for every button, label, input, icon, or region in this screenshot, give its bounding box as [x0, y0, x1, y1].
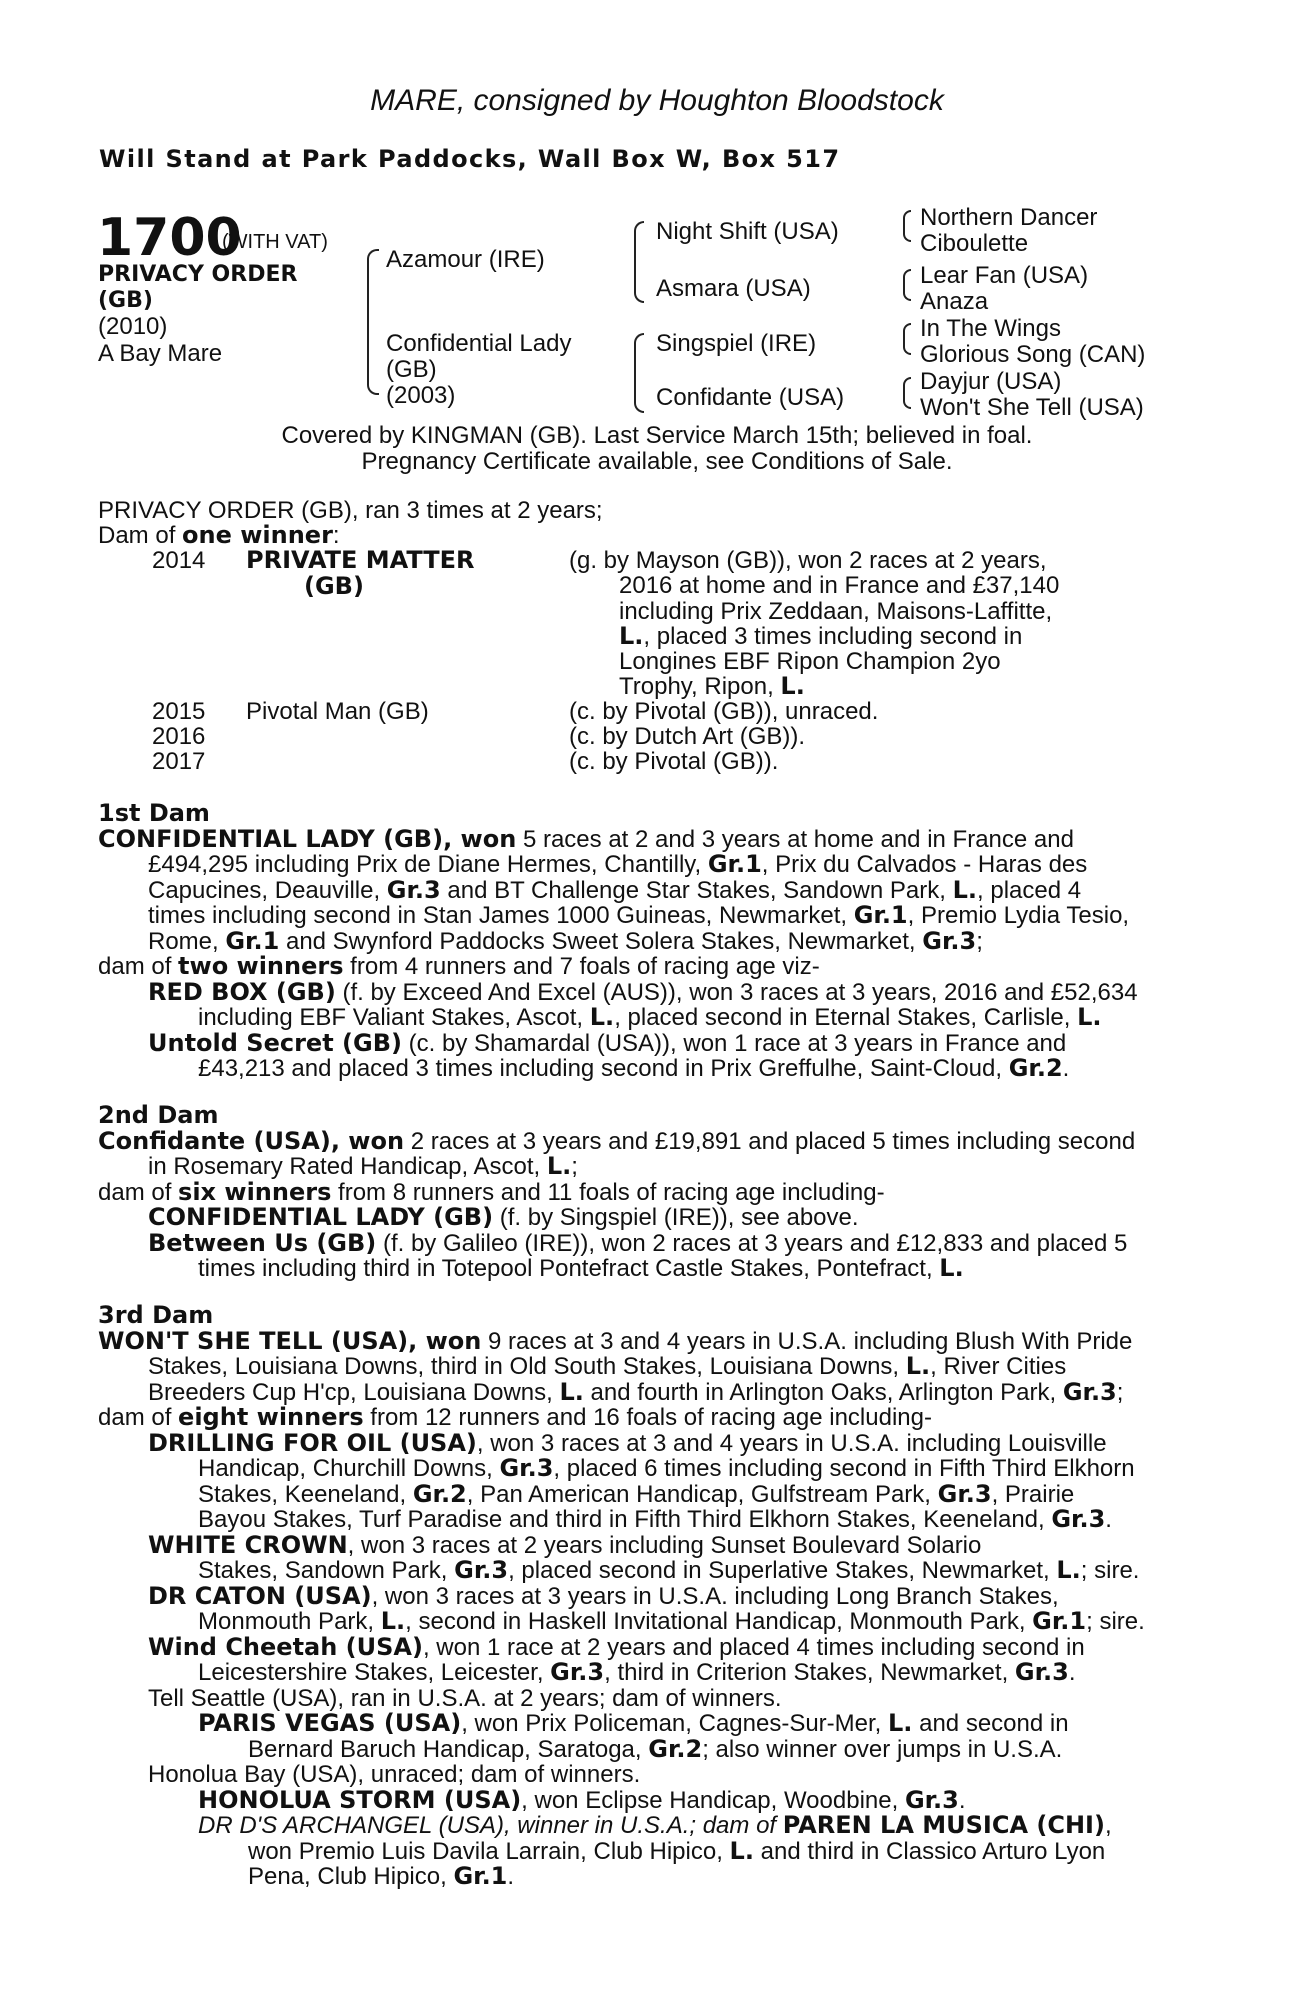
dam-line: Honolua Bay (USA), unraced; dam of winners.: [148, 1761, 641, 1788]
pedigree-ancestor-7: Dayjur (USA): [920, 368, 1062, 395]
third-dam-section: [98, 1303, 1192, 1890]
section-heading: 2nd Dam: [98, 1101, 219, 1129]
dam-text: , placed 6 times including second in Fifth Third Elkhorn: [553, 1455, 1135, 1482]
second-dam-section: [98, 1103, 1192, 1282]
dam-line: [98, 1056, 1192, 1082]
dam-text: , Prix du Calvados - Haras des: [761, 851, 1088, 878]
race-record: PRIVACY ORDER (GB), ran 3 times at 2 years;: [98, 497, 603, 524]
dam-line: Tell Seattle (USA), ran in U.S.A. at 2 years; dam of winners.: [148, 1684, 782, 1712]
dam-text: times including second in Stan James 1000 Guineas, Newmarket,: [148, 902, 854, 929]
race-grade: Gr.1: [707, 850, 762, 878]
stand-location: Will Stand at Park Paddocks, Wall Box W, Box 517: [99, 145, 841, 173]
lot-description: A Bay Mare: [98, 340, 223, 367]
dam-text: ,: [1104, 1812, 1112, 1839]
page-title: MARE, consigned by Houghton Bloodstock: [370, 84, 944, 117]
race-grade: Gr.1: [1032, 1607, 1087, 1635]
dam-text: £494,295 including Prix de Diane Hermes, Chantilly,: [148, 851, 708, 878]
dam-of-summary: [98, 523, 340, 549]
horse-name: DR CATON (USA): [148, 1581, 372, 1610]
horse-name: CONFIDENTIAL LADY (GB): [98, 824, 444, 853]
pedigree-ancestor-4: Anaza: [920, 288, 989, 315]
race-grade: Gr.2: [1008, 1054, 1063, 1082]
race-grade: Gr.3: [386, 875, 441, 904]
dam-line: [98, 824, 1192, 853]
pedigree-brace-dam: [634, 333, 644, 413]
dam-line: [98, 1660, 1192, 1686]
race-grade: Gr.1: [453, 1862, 508, 1890]
pedigree-ancestor-3: Lear Fan (USA): [920, 262, 1089, 289]
dam-line: [98, 1205, 1192, 1231]
dam-text: .: [1068, 1659, 1076, 1686]
dam-line: [98, 1428, 1192, 1457]
dam-line: [98, 1558, 1192, 1584]
dam-line: [98, 1864, 1192, 1890]
dam-line: [98, 1734, 1192, 1763]
dam-text: dam of: [98, 1178, 179, 1206]
horse-name: RED BOX (GB): [148, 977, 336, 1006]
horse-name: Wind Cheetah (USA): [148, 1632, 423, 1661]
race-grade: Gr.2: [412, 1479, 467, 1508]
dam-text: from 12 runners and 16 foals of racing age including-: [363, 1404, 932, 1431]
dam-text: times including third in Totepool Pontefract Castle Stakes, Pontefract,: [198, 1255, 940, 1282]
dam-line: [98, 1228, 1192, 1257]
horse-name: WON'T SHE TELL (USA): [98, 1326, 409, 1355]
race-grade: Gr.1: [853, 901, 908, 929]
dam-text: .: [958, 1786, 966, 1814]
horse-name: PARIS VEGAS (USA): [198, 1709, 462, 1737]
pedigree-ancestor-8: Won't She Tell (USA): [920, 394, 1144, 421]
race-grade: L.: [546, 1152, 572, 1180]
race-grade: L.: [780, 672, 805, 700]
dam-text: , placed second in Superlative Stakes, Newmarket,: [508, 1557, 1057, 1584]
race-grade: L.: [905, 1352, 931, 1380]
progeny-desc-line: including Prix Zeddaan, Maisons-Laffitte,: [619, 598, 1053, 625]
dam-text: , won 3 races at 3 and 4 years in U.S.A. including Louisville: [476, 1429, 1107, 1457]
pedigree-ancestor-1: Northern Dancer: [920, 204, 1098, 231]
race-grade: Gr.3: [1062, 1377, 1117, 1406]
dam-line: [98, 852, 1192, 878]
dam-text: , won Eclipse Handicap, Woodbine,: [521, 1786, 905, 1814]
dam-text: , second in Haskell Invitational Handicap, Monmouth Park,: [405, 1608, 1033, 1635]
progeny-desc-line: (g. by Mayson (GB)), won 2 races at 2 years,: [569, 547, 1047, 574]
race-grade: L.: [1056, 1556, 1081, 1584]
dam-text: 2 races at 3 years and £19,891 and placed 5 times including second: [404, 1127, 1136, 1155]
pedigree-sire: Azamour (IRE): [386, 246, 545, 273]
dam-text: including EBF Valiant Stakes, Ascot,: [198, 1004, 590, 1031]
lot-name-suffix: (GB): [98, 288, 153, 313]
dam-text: and second in: [912, 1710, 1069, 1737]
dam-line: [98, 954, 1192, 980]
dam-text: , placed 4: [977, 876, 1082, 904]
progeny-desc-text: Trophy, Ripon,: [619, 673, 781, 700]
dam-line: [98, 1005, 1192, 1031]
dam-text: , won Prix Policeman, Cagnes-Sur-Mer,: [461, 1710, 889, 1737]
pedigree-brace-4: [903, 377, 911, 409]
dam-line: [98, 1456, 1192, 1482]
dam-line: [98, 1785, 1192, 1814]
race-grade: Gr.1: [225, 926, 280, 955]
race-grade: Gr.3: [922, 926, 977, 955]
pedigree-dam-origin: (GB): [386, 356, 437, 383]
race-grade: L.: [888, 1709, 913, 1737]
dam-text: , won 3 races at 2 years including Sunset Boulevard Solario: [347, 1531, 982, 1559]
pedigree-granddam-1: Asmara (USA): [656, 275, 811, 302]
progeny-year: 2014: [152, 547, 206, 574]
dam-text: and BT Challenge Star Stakes, Sandown Park,: [440, 876, 953, 904]
dam-line: [98, 1354, 1192, 1380]
horse-name: Untold Secret (GB): [148, 1028, 402, 1057]
dam-line: [98, 1507, 1192, 1533]
dam-line: [98, 903, 1192, 929]
race-grade: L.: [939, 1254, 964, 1282]
dam-text: Leicestershire Stakes, Leicester,: [198, 1659, 551, 1686]
dam-text: £43,213 and placed 3 times including second in Prix Greffulhe, Saint-Cloud,: [198, 1055, 1009, 1082]
section-heading: 1st Dam: [98, 799, 210, 827]
covering-info: Covered by KINGMAN (GB). Last Service March 15th; believed in foal.: [281, 422, 1033, 449]
dam-text: and Swynford Paddocks Sweet Solera Stakes, Newmarket,: [279, 927, 923, 955]
won-label: , won: [330, 1126, 405, 1155]
race-grade: L.: [589, 1003, 615, 1031]
progeny-desc-text: , placed 3 times including second in: [643, 623, 1023, 650]
progeny-year: 2017: [152, 748, 206, 775]
dam-text: ;: [1116, 1378, 1124, 1406]
dam-line: [98, 1581, 1192, 1610]
lot-vat: (WITH VAT): [222, 231, 328, 253]
pedigree-brace-2: [903, 269, 911, 301]
horse-name: PAREN LA MUSICA (CHI): [782, 1811, 1105, 1839]
dam-line: [98, 1479, 1192, 1508]
dam-text: from 8 runners and 11 foals of racing age including-: [331, 1178, 885, 1206]
race-grade: L.: [1077, 1003, 1102, 1031]
dam-line: [98, 977, 1192, 1006]
progeny-desc-line: Longines EBF Ripon Champion 2yo: [619, 648, 1001, 675]
dam-text: ; sire.: [1080, 1557, 1140, 1584]
dam-text: ; also winner over jumps in U.S.A.: [702, 1735, 1063, 1763]
horse-name: WHITE CROWN: [148, 1530, 348, 1559]
race-grade: Gr.3: [499, 1454, 554, 1482]
dam-of-suffix: :: [332, 522, 340, 549]
dam-of-count: one winner: [182, 521, 333, 549]
race-grade: L.: [952, 875, 978, 904]
progeny-name: Pivotal Man (GB): [246, 698, 429, 725]
dam-text: , won 3 races at 3 years in U.S.A. including Long Branch Stakes,: [371, 1582, 1059, 1610]
dam-text: , third in Criterion Stakes, Newmarket,: [604, 1659, 1015, 1686]
dam-line: [98, 1609, 1192, 1635]
dam-text: , River Cities: [930, 1353, 1067, 1380]
winners-count: six winners: [178, 1177, 332, 1206]
dam-text: dam of: [98, 1404, 179, 1431]
horse-name: DRILLING FOR OIL (USA): [148, 1428, 477, 1457]
dam-line: [98, 1126, 1192, 1155]
race-grade: Gr.3: [904, 1785, 959, 1814]
dam-text: Monmouth Park,: [198, 1608, 381, 1635]
progeny-desc-line: (c. by Pivotal (GB)).: [569, 748, 779, 775]
dam-text: .: [1105, 1506, 1112, 1533]
progeny-year: 2016: [152, 723, 206, 750]
dam-text: , winner in U.S.A.; dam of: [503, 1812, 783, 1839]
dam-line: [98, 1813, 1192, 1839]
horse-name: HONOLUA STORM (USA): [198, 1785, 522, 1814]
dam-text: in Rosemary Rated Handicap, Ascot,: [148, 1153, 547, 1180]
dam-text: Stakes, Louisiana Downs, third in Old South Stakes, Louisiana Downs,: [148, 1353, 906, 1380]
dam-text: Stakes, Keeneland,: [198, 1480, 413, 1508]
dam-text: won Premio Luis Davila Larrain, Club Hipico,: [248, 1837, 730, 1865]
dam-line: [98, 926, 1192, 955]
lot-year: (2010): [98, 313, 168, 340]
dam-line: [98, 1530, 1192, 1559]
dam-text: (f. by Singspiel (IRE)), see above.: [493, 1204, 859, 1231]
section-heading: 3rd Dam: [98, 1301, 214, 1329]
won-label: , won: [443, 824, 517, 853]
dam-text: (f. by Galileo (IRE)), won 2 races at 3 years and £12,833 and placed 5: [376, 1229, 1128, 1257]
pedigree-brace-1: [903, 210, 911, 242]
horse-name: DR D'S ARCHANGEL (USA): [198, 1812, 504, 1839]
dam-text: dam of: [98, 953, 179, 980]
dam-text: .: [507, 1863, 515, 1890]
dam-text: ;: [571, 1153, 578, 1180]
dam-text: (c. by Shamardal (USA)), won 1 race at 3 years in France and: [401, 1029, 1067, 1057]
dam-text: Breeders Cup H'cp, Louisiana Downs,: [148, 1378, 560, 1406]
progeny-desc-line: 2016 at home and in France and £37,140: [619, 572, 1060, 599]
pedigree-grandsire-2: Singspiel (IRE): [656, 330, 817, 357]
progeny-desc-line: [619, 674, 805, 700]
dam-text: , Pan American Handicap, Gulfstream Park,: [466, 1480, 938, 1508]
dam-line: [98, 1154, 1192, 1180]
dam-text: , Premio Lydia Tesio,: [907, 902, 1130, 929]
dam-text: , won 1 race at 2 years and placed 4 times including second in: [422, 1633, 1085, 1661]
dam-line: [98, 1177, 1192, 1206]
dam-line: [98, 1632, 1192, 1661]
dam-text: Bayou Stakes, Turf Paradise and third in Fifth Third Elkhorn Stakes, Keeneland,: [198, 1506, 1052, 1533]
race-grade: Gr.3: [937, 1479, 992, 1508]
winners-count: eight winners: [178, 1403, 364, 1431]
dam-text: Rome,: [148, 927, 226, 955]
race-grade: Gr.3: [550, 1658, 605, 1686]
progeny-name: PRIVATE MATTER: [246, 546, 475, 574]
race-grade: Gr.3: [1051, 1505, 1106, 1533]
race-grade: Gr.2: [648, 1734, 703, 1763]
dam-text: and fourth in Arlington Oaks, Arlington Park,: [583, 1378, 1063, 1406]
progeny-desc-line: (c. by Dutch Art (GB)).: [569, 723, 806, 750]
pedigree-ancestor-2: Ciboulette: [920, 230, 1029, 257]
pedigree-ancestor-5: In The Wings: [920, 315, 1061, 342]
dam-line: [98, 1028, 1192, 1057]
race-grade: L.: [619, 622, 644, 650]
won-label: , won: [408, 1326, 482, 1355]
dam-text: (f. by Exceed And Excel (AUS)), won 3 races at 3 years, 2016 and £52,634: [335, 978, 1138, 1006]
progeny-year: 2015: [152, 698, 206, 725]
dam-line: [98, 1256, 1192, 1282]
horse-name: CONFIDENTIAL LADY (GB): [148, 1203, 494, 1231]
pregnancy-info: Pregnancy Certificate available, see Conditions of Sale.: [361, 448, 953, 475]
dam-of-prefix: Dam of: [98, 522, 183, 549]
dam-text: 5 races at 2 and 3 years at home and in France and: [516, 825, 1074, 853]
race-grade: L.: [559, 1377, 584, 1406]
horse-name: Confidante (USA): [98, 1126, 331, 1155]
pedigree-ancestor-6: Glorious Song (CAN): [920, 341, 1146, 368]
dam-text: Handicap, Churchill Downs,: [198, 1455, 500, 1482]
dam-text: Capucines, Deauville,: [148, 876, 387, 904]
dam-text: , Prairie: [991, 1480, 1075, 1508]
first-dam-section: [98, 801, 1192, 1082]
dam-text: and third in Classico Arturo Lyon: [753, 1837, 1106, 1865]
dam-text: Bernard Baruch Handicap, Saratoga,: [248, 1735, 649, 1763]
horse-name: Between Us (GB): [148, 1228, 377, 1257]
dam-line: [98, 1377, 1192, 1406]
dam-text: .: [1062, 1055, 1070, 1082]
dam-text: 9 races at 3 and 4 years in U.S.A. including Blush With Pride: [481, 1327, 1133, 1355]
dam-line: [98, 1836, 1192, 1865]
pedigree-dam: Confidential Lady: [386, 330, 572, 357]
winners-count: two winners: [178, 952, 344, 980]
pedigree-dam-year: (2003): [386, 382, 456, 409]
dam-text: ;: [976, 927, 983, 955]
dam-text: from 4 runners and 7 foals of racing age viz-: [343, 953, 820, 980]
dam-line: [98, 1711, 1192, 1737]
pedigree-brace-sire: [634, 221, 644, 303]
race-grade: L.: [380, 1607, 406, 1635]
pedigree-brace-sire-dam: [367, 249, 379, 395]
dam-line: [98, 1405, 1192, 1431]
dam-line: [98, 875, 1192, 904]
race-grade: L.: [729, 1836, 754, 1865]
dam-text: Stakes, Sandown Park,: [198, 1557, 455, 1584]
race-grade: Gr.3: [454, 1556, 509, 1584]
pedigree-grandsire-1: Night Shift (USA): [656, 218, 839, 245]
pedigree-brace-3: [903, 323, 911, 355]
dam-text: Pena, Club Hipico,: [248, 1863, 454, 1890]
lot-name: PRIVACY ORDER: [98, 262, 298, 287]
pedigree-granddam-2: Confidante (USA): [656, 384, 845, 411]
dam-line: [98, 1326, 1192, 1355]
progeny-desc-line: [619, 624, 1022, 650]
dam-text: , placed second in Eternal Stakes, Carlisle,: [614, 1004, 1078, 1031]
dam-text: ; sire.: [1086, 1608, 1145, 1635]
race-grade: Gr.3: [1014, 1658, 1069, 1686]
lot-number: 1700: [97, 208, 242, 268]
progeny-name-suffix: (GB): [304, 572, 364, 600]
progeny-desc-line: (c. by Pivotal (GB)), unraced.: [569, 698, 879, 725]
